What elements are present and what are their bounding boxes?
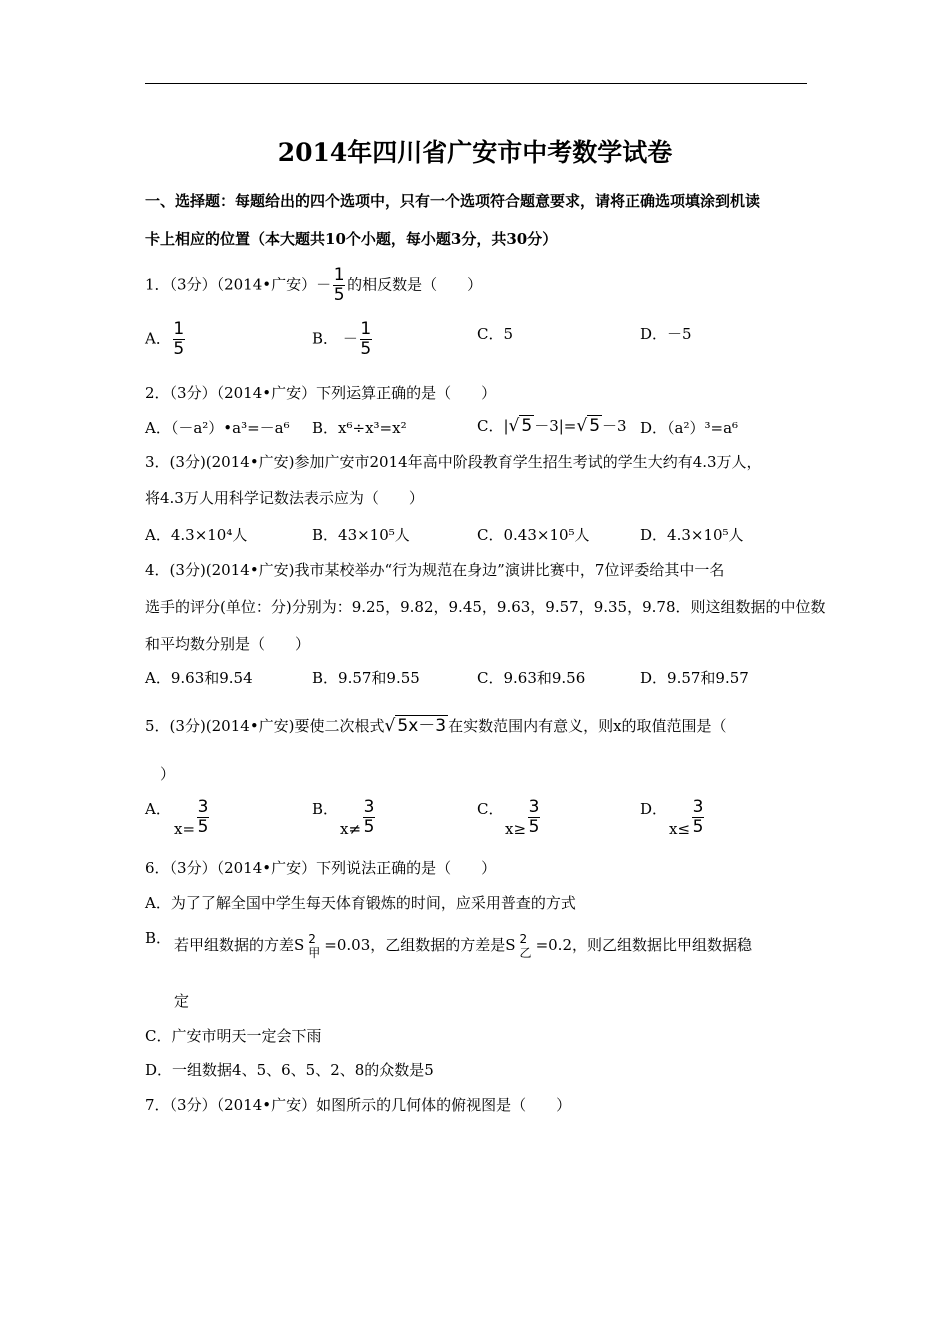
q5-option-c[interactable]: x≥ $\frac{3}{5}$ [505,797,540,838]
question-3-line1: 3．(3分)(2014•广安)参加广安市2014年高中阶段教育学生招生考试的学生大约有4.3万人， [145,453,762,471]
q3-option-d[interactable]: D．4.3×10⁵人 [640,526,744,544]
q1-prefix: 1．（3分）（2014•广安）－ [145,275,332,294]
q6-option-a[interactable]: A．为了了解全国中学生每天体育锻炼的时间，应采用普查的方式 [145,894,576,912]
q2-option-b[interactable]: B．x⁶÷x³=x² [312,419,407,437]
q1-option-a[interactable]: A． $\frac{1}{5}$ [145,319,185,359]
question-4-line2: 选手的评分(单位：分)分别为：9.25，9.82，9.45，9.63，9.57，9.35，9.78．则这组数据的中位数 [145,598,826,616]
exam-title: 2014年四川省广安市中考数学试卷 [277,138,673,167]
q3-option-a[interactable]: A．4.3×10⁴人 [145,526,248,544]
q2-option-c[interactable]: C．|√ 5 －3|=√ 5 －3 [477,416,627,436]
q3-option-b[interactable]: B．43×10⁵人 [312,526,410,544]
q5-option-b[interactable]: x≠ $\frac{3}{5}$ [340,797,375,838]
q2-option-a[interactable]: A．（－a²）•a³=－a⁶ [145,419,290,437]
q6-option-d[interactable]: D．一组数据4、5、6、5、2、8的众数是5 [145,1061,434,1079]
question-4-line3: 和平均数分别是（ ） [145,635,311,653]
question-6-stem: 6．（3分）（2014•广安）下列说法正确的是（ ） [145,859,497,877]
section-instructions-line2: 卡上相应的位置（本大题共10个小题，每小题3分，共30分） [145,230,558,248]
q6-option-b-label[interactable]: B． [145,929,172,947]
q3-option-c[interactable]: C．0.43×10⁵人 [477,526,590,544]
q6-option-b[interactable]: 若甲组数据的方差S 2 甲 =0.03，乙组数据的方差是S 2 乙 =0.2，则乙组数据比甲组数据稳 [174,932,752,960]
question-5-close: ） [160,765,176,783]
question-5-stem: 5．(3分)(2014•广安)要使二次根式√ 5x－3 在实数范围内有意义，则x的取值范围是（ [145,716,727,736]
q6-option-b-line2: 定 [174,992,190,1010]
question-4-line1: 4．(3分)(2014•广安)我市某校举办“行为规范在身边”演讲比赛中，7位评委给其中一名 [145,561,725,579]
q4-option-a[interactable]: A．9.63和9.54 [145,669,253,687]
q1-option-c[interactable]: C．5 [477,325,514,343]
header-rule [145,83,807,84]
q5-option-b-label[interactable]: B． [312,800,339,818]
q5-option-d-label[interactable]: D． [640,800,668,818]
question-1-stem [145,266,482,305]
q1-suffix: 的相反数是（ ） [347,275,483,294]
q5-option-c-label[interactable]: C． [477,800,504,818]
q2-option-d[interactable]: D．（a²）³=a⁶ [640,419,739,437]
q1-option-d[interactable]: D．－5 [640,325,692,343]
q1-option-b[interactable]: B． － $\frac{1}{5}$ [312,319,372,359]
q4-option-d[interactable]: D．9.57和9.57 [640,669,749,687]
q4-option-c[interactable]: C．9.63和9.56 [477,669,586,687]
q4-option-b[interactable]: B．9.57和9.55 [312,669,420,687]
question-2-stem: 2．（3分）（2014•广安）下列运算正确的是（ ） [145,384,497,402]
q5-option-d[interactable]: x≤ $\frac{3}{5}$ [669,797,704,838]
question-3-line2: 将4.3万人用科学记数法表示应为（ ） [145,489,424,507]
q5-option-a-label[interactable]: A． [145,800,171,818]
section-instructions-line1: 一、选择题：每题给出的四个选项中，只有一个选项符合题意要求，请将正确选项填涂到机读 [145,192,761,210]
q1-fraction: $\frac{1}{5}$ [333,265,345,305]
q5-radical: √ 5x－3 [384,716,447,736]
question-7-stem: 7．（3分）（2014•广安）如图所示的几何体的俯视图是（ ） [145,1096,572,1114]
q6-option-c[interactable]: C．广安市明天一定会下雨 [145,1027,322,1045]
q5-option-a[interactable]: x= $\frac{3}{5}$ [174,797,209,838]
